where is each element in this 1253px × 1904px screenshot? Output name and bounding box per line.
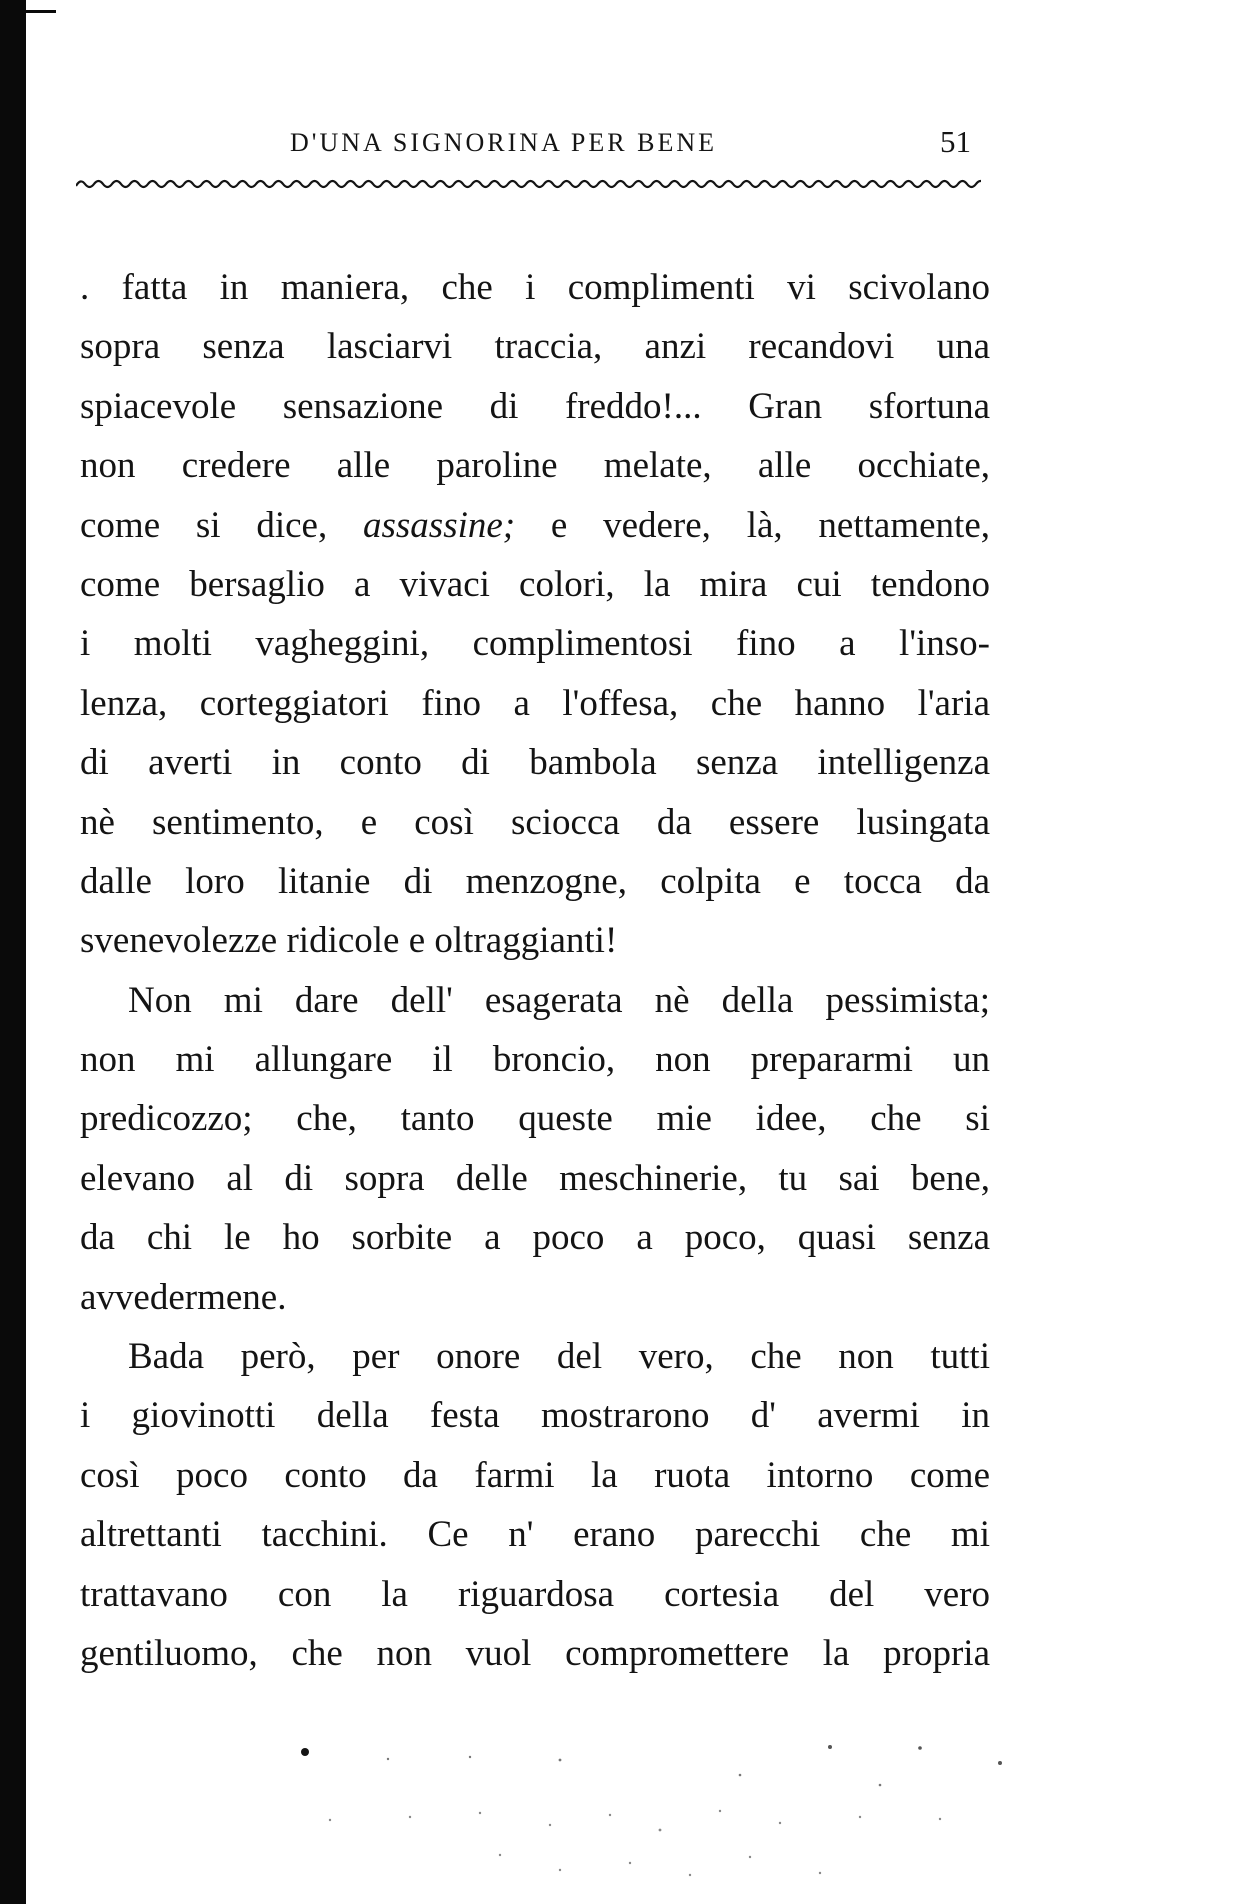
text-segment: come si dice, — [80, 504, 363, 546]
binding-edge — [0, 0, 26, 1904]
text-line: predicozzo; che, tanto queste mie idee, che si — [80, 1098, 990, 1140]
text-line: elevano al di sopra delle meschinerie, tu sai bene, — [80, 1157, 990, 1199]
text-line: così poco conto da farmi la ruota intorno come — [80, 1454, 990, 1496]
text-line: Non mi dare dell' esagerata nè della pessimista; — [128, 979, 990, 1021]
text-line: i molti vagheggini, complimentosi fino a l'inso- — [80, 623, 990, 665]
text-line: non credere alle paroline melate, alle occhiate, — [80, 445, 990, 487]
text-line: . fatta in maniera, che i complimenti vi scivolano — [80, 267, 990, 308]
text-line: nè sentimento, e così sciocca da essere lusingata — [80, 801, 990, 843]
text-line: sopra senza lasciarvi traccia, anzi recandovi una — [80, 326, 990, 368]
decorative-wave-rule — [76, 172, 981, 196]
text-line: gentiluomo, che non vuol compromettere la propria — [80, 1632, 990, 1674]
text-line: Bada però, per onore del vero, che non tutti — [128, 1336, 990, 1378]
text-line: avvedermene. — [80, 1276, 287, 1318]
text-line: svenevolezze ridicole e oltraggianti! — [80, 920, 618, 962]
running-head: D'UNA SIGNORINA PER BENE — [290, 128, 717, 157]
text-line: di averti in conto di bambola senza intelligenza — [80, 742, 990, 784]
text-line — [80, 496, 990, 555]
text-line: trattavano con la riguardosa cortesia del vero — [80, 1573, 990, 1615]
text-segment: e vedere, là, nettamente, — [515, 504, 990, 546]
text-line: i giovinotti della festa mostrarono d' avermi in — [80, 1395, 990, 1437]
text-line: lenza, corteggiatori fino a l'offesa, che hanno l'aria — [80, 682, 990, 724]
text-line: non mi allungare il broncio, non prepararmi un — [80, 1039, 990, 1081]
page-number: 51 — [940, 124, 971, 159]
scan-speckles — [300, 1745, 1060, 1900]
italic-word: assassine; — [363, 504, 516, 546]
body-text — [80, 258, 990, 1683]
text-line: spiacevole sensazione di freddo!... Gran sfortuna — [80, 385, 990, 427]
text-line: da chi le ho sorbite a poco a poco, quasi senza — [80, 1217, 990, 1259]
binding-tick — [26, 10, 56, 13]
text-line: come bersaglio a vivaci colori, la mira cui tendono — [80, 563, 990, 605]
text-line: altrettanti tacchini. Ce n' erano parecchi che mi — [80, 1514, 990, 1556]
text-line: dalle loro litanie di menzogne, colpita e tocca da — [80, 860, 990, 902]
